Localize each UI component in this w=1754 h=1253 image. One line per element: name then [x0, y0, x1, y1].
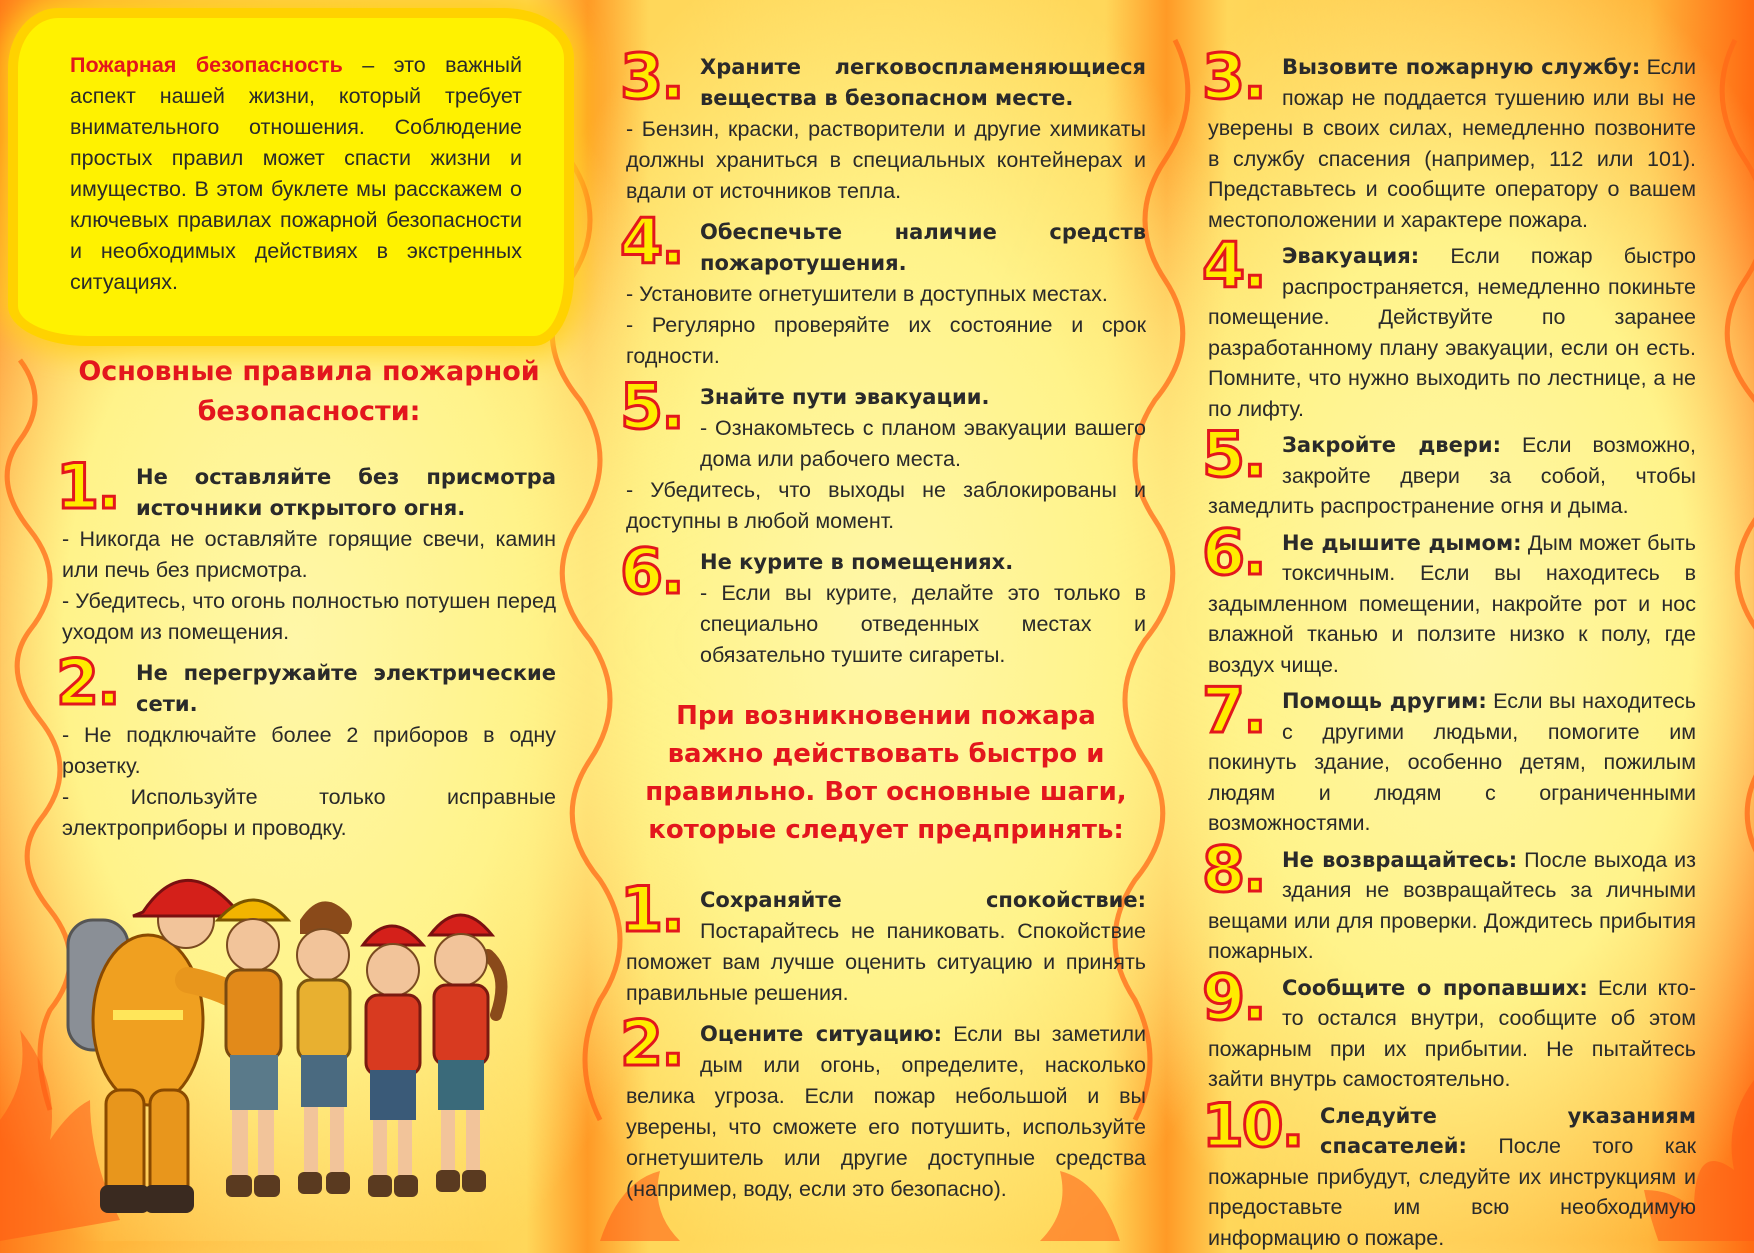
- rule-4-number: 4.: [620, 211, 683, 273]
- step-9-title: Сообщите о пропавших:: [1282, 976, 1588, 1000]
- step-1-number: 1.: [620, 879, 683, 941]
- rule-6-number: 6.: [620, 541, 683, 603]
- step-5-number: 5.: [1202, 424, 1265, 486]
- step-4-text: Если пожар быстро распространяется, немедленно покиньте помещение. Действуйте по заранее разработанному плану эвакуации, если он есть. Помните, что нужно выходить по лестнице, а не по лифту.: [1208, 244, 1696, 421]
- rule-1-line-2: - Убедитесь, что огонь полностью потушен перед уходом из помещения.: [62, 586, 556, 648]
- rule-5-number: 5.: [620, 376, 683, 438]
- step-6: [1208, 528, 1696, 681]
- step-3-text: Если пожар не поддается тушению или вы не уверены в своих силах, немедленно позвоните в службу спасения (например, 112 или 101). Представьтесь и сообщите оператору о вашем местоположении и характере пожара.: [1208, 55, 1696, 232]
- step-10: [1208, 1101, 1696, 1253]
- step-7: [1208, 686, 1696, 839]
- rule-5-line-2: - Убедитесь, что выходы не заблокированы и доступны в любой момент.: [626, 475, 1146, 537]
- step-6-text: Дым может быть токсичным. Если вы находитесь в задымленном помещении, накройте рот и нос влажной тканью и ползите низко к полу, где воздух чище.: [1208, 531, 1696, 677]
- step-5-title: Закройте двери:: [1282, 433, 1501, 457]
- step-1-title: Сохраняйте спокойствие:: [700, 888, 1146, 912]
- step-4-title: Эвакуация:: [1282, 244, 1419, 268]
- step-9-number: 9.: [1202, 967, 1265, 1029]
- rule-4-line-1: - Установите огнетушители в доступных местах.: [626, 279, 1146, 310]
- step-3-title: Вызовите пожарную службу:: [1282, 55, 1640, 79]
- rule-2-line-1: - Не подключайте более 2 приборов в одну розетку.: [62, 720, 556, 782]
- rule-6: [626, 547, 1146, 671]
- rule-1-title: Не оставляйте без присмотра источники открытого огня.: [62, 462, 556, 524]
- intro-highlight: Пожарная безопасность: [70, 53, 343, 77]
- step-7-text: Если вы находитесь с другими людьми, помогите им покинуть здание, особенно детям, пожилым людям и людям с ограниченными возможностями.: [1208, 689, 1696, 835]
- rule-3-line-1: - Бензин, краски, растворители и другие химикаты должны храниться в специальных контейнерах и вдали от источников тепла.: [626, 114, 1146, 207]
- rule-2-number: 2.: [56, 652, 119, 714]
- step-6-title: Не дышите дымом:: [1282, 531, 1522, 555]
- step-5-text: Если возможно, закройте двери за собой, чтобы замедлить распространение огня и дыма.: [1208, 433, 1696, 518]
- kid-figure-4: [430, 915, 501, 1192]
- step-9-text: Если кто-то остался внутри, сообщите об этом пожарным при их прибытии. Не пытайтесь зайти внутрь самостоятельно.: [1208, 976, 1696, 1092]
- rule-1-number: 1.: [56, 456, 119, 518]
- step-10-number: 10.: [1202, 1095, 1302, 1157]
- step-4-number: 4.: [1202, 235, 1265, 297]
- rule-4-line-2: - Регулярно проверяйте их состояние и срок годности.: [626, 310, 1146, 372]
- kid-figure-1: [218, 900, 288, 1197]
- step-5: [1208, 430, 1696, 522]
- step-2: [626, 1019, 1146, 1205]
- step-8-text: После выхода из здания не возвращайтесь за личными вещами или для проверки. Дождитесь прибытия пожарных.: [1208, 848, 1696, 964]
- rule-4-title: Обеспечьте наличие средств пожаротушения.: [626, 217, 1146, 279]
- rules-column-2: [626, 52, 1146, 1205]
- rule-6-line-1: - Если вы курите, делайте это только в специально отведенных местах и обязательно тушите сигареты.: [626, 578, 1146, 671]
- rules-section-title: Основные правила пожарной безопасности:: [62, 352, 556, 432]
- intro-paragraph: [70, 50, 522, 298]
- step-3-number: 3.: [1202, 46, 1265, 108]
- step-7-title: Помощь другим:: [1282, 689, 1487, 713]
- rule-5: [626, 382, 1146, 537]
- rule-1: [62, 462, 556, 648]
- rules-column-1: [62, 352, 556, 844]
- rule-2: [62, 658, 556, 844]
- rule-5-title: Знайте пути эвакуации.: [626, 382, 1146, 413]
- intro-text: – это важный аспект нашей жизни, который требует внимательного отношения. Соблюдение простых правил может спасти жизни и имущество. В этом буклете мы расскажем о ключевых правилах пожарной безопасности и необходимых действиях в экстренных ситуациях.: [70, 53, 522, 294]
- step-1: [626, 885, 1146, 1009]
- rule-3: [626, 52, 1146, 207]
- step-4: [1208, 241, 1696, 424]
- rule-3-number: 3.: [620, 46, 683, 108]
- rule-2-line-2: - Используйте только исправные электроприборы и проводку.: [62, 782, 556, 844]
- rule-1-line-1: - Никогда не оставляйте горящие свечи, камин или печь без присмотра.: [62, 524, 556, 586]
- rule-2-title: Не перегружайте электрические сети.: [62, 658, 556, 720]
- step-1-text: Постарайтесь не паниковать. Спокойствие поможет вам лучше оценить ситуацию и принять правильные решения.: [626, 919, 1146, 1005]
- step-7-number: 7.: [1202, 680, 1265, 742]
- step-9: [1208, 973, 1696, 1095]
- step-3: [1208, 52, 1696, 235]
- steps-section-title: При возникновении пожара важно действовать быстро и правильно. Вот основные шаги, которые следует предпринять:: [626, 697, 1146, 849]
- step-10-text: После того как пожарные прибудут, следуйте их инструкциям и предоставьте им всю необходимую информацию о пожаре.: [1208, 1134, 1696, 1250]
- step-2-text: Если вы заметили дым или огонь, определите, насколько велика угроза. Если пожар небольшой и вы уверены, что сможете его потушить, используйте огнетушитель или другие доступные средства (например, воду, если это безопасно).: [626, 1022, 1146, 1201]
- rule-6-title: Не курите в помещениях.: [626, 547, 1146, 578]
- step-2-title: Оцените ситуацию:: [700, 1022, 942, 1046]
- rule-5-line-1: - Ознакомьтесь с планом эвакуации вашего дома или рабочего места.: [626, 413, 1146, 475]
- kid-figure-2: [297, 901, 352, 1194]
- kid-figure-3: [363, 926, 423, 1197]
- step-2-number: 2.: [620, 1013, 683, 1075]
- step-8: [1208, 845, 1696, 967]
- rule-3-title: Храните легковоспламеняющиеся вещества в безопасном месте.: [626, 52, 1146, 114]
- firefighter-kids-illustration: [38, 860, 558, 1220]
- steps-column-3: [1208, 52, 1696, 1253]
- step-6-number: 6.: [1202, 522, 1265, 584]
- step-8-title: Не возвращайтесь:: [1282, 848, 1517, 872]
- rule-4: [626, 217, 1146, 372]
- step-10-title: Следуйте указаниям спасателей:: [1320, 1104, 1696, 1159]
- step-8-number: 8.: [1202, 839, 1265, 901]
